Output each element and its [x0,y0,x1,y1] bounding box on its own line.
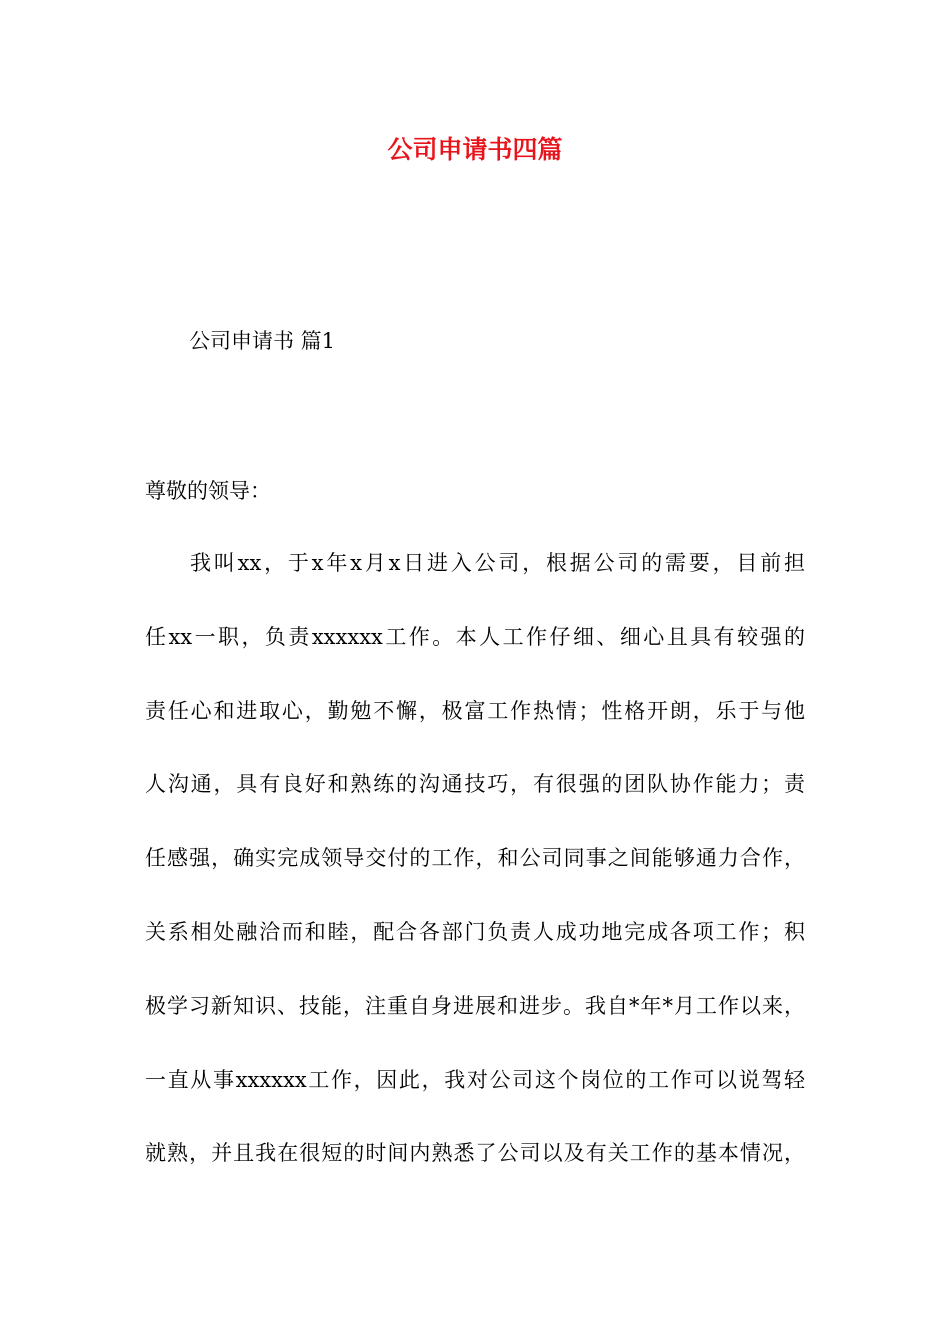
body-line: 我叫xx，于x年x月x日进入公司，根据公司的需要，目前担 [190,551,805,575]
body-line: 任感强，确实完成领导交付的工作，和公司同事之间能够通力合作， [145,846,805,871]
salutation: 尊敬的领导： [145,479,271,503]
body-line: 任xx一职，负责xxxxxx工作。本人工作仔细、细心且具有较强的 [145,624,805,649]
body-paragraph [145,548,825,1212]
document-title: 公司申请书四篇 [387,135,563,164]
body-line: 责任心和进取心，勤勉不懈，极富工作热情；性格开朗，乐于与他 [145,698,805,723]
body-line: 极学习新知识、技能，注重自身进展和进步。我自*年*月工作以来， [145,993,805,1018]
body-line: 一直从事xxxxxx工作，因此，我对公司这个岗位的工作可以说驾轻 [145,1067,805,1092]
body-line: 就熟，并且我在很短的时间内熟悉了公司以及有关工作的基本情况， [145,1141,805,1166]
body-line: 关系相处融洽而和睦，配合各部门负责人成功地完成各项工作；积 [145,919,805,944]
body-line: 人沟通，具有良好和熟练的沟通技巧，有很强的团队协作能力；责 [145,772,805,797]
section-heading: 公司申请书 篇1 [189,329,336,353]
